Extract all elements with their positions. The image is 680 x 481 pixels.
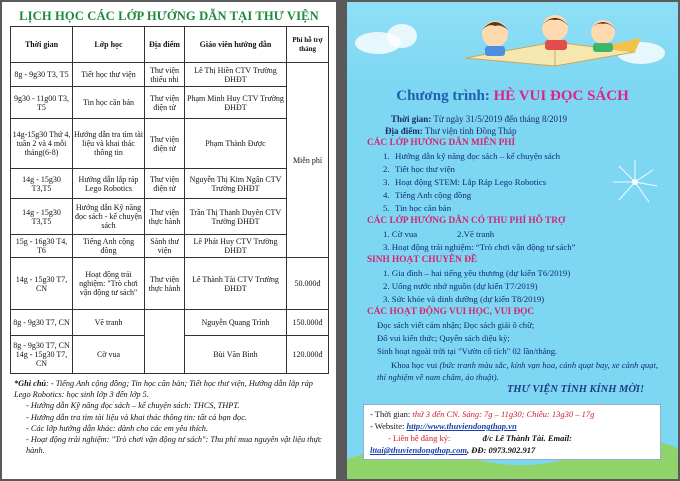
table-row bbox=[11, 258, 329, 310]
table-row bbox=[11, 310, 329, 336]
schedule-page bbox=[2, 2, 336, 479]
contact-register: - Liên hệ đăng ký: đ/c Lê Thành Tài. Email: bbox=[388, 433, 572, 443]
table-row bbox=[11, 87, 329, 119]
poster-page bbox=[347, 2, 678, 479]
science-desc: (bức tranh màu sắc, kính vạn hoa, cảnh quạt bay, xe cảnh quạt, thí nghiệm về nam châm, áo thuật). bbox=[377, 360, 659, 382]
cell-class: Hướng dẫn Kỹ năng đọc sách - kể chuyện sách bbox=[73, 199, 145, 235]
cell-teacher: Trần Thị Thanh Duyên CTV Trường ĐHĐT bbox=[185, 199, 287, 235]
list-item: 3. Sức khỏe và dinh dưỡng (dự kiến T8/2019) bbox=[383, 294, 545, 304]
table-row bbox=[11, 199, 329, 235]
children-flying-book-icon bbox=[445, 8, 645, 80]
website-link[interactable]: http://www.thuviendongthap.vn bbox=[406, 421, 517, 431]
cell-teacher: Phạm Minh Huy CTV Trường ĐHĐT bbox=[185, 87, 287, 119]
list-item: 5. Tin học căn bản bbox=[383, 203, 452, 213]
notes bbox=[10, 378, 328, 456]
notes-label: *Ghi chú bbox=[14, 379, 47, 388]
cell-place bbox=[145, 310, 185, 374]
cell-place: Thư viện điện tử bbox=[145, 87, 185, 119]
schedule-title: LỊCH HỌC CÁC LỚP HƯỚNG DẪN TẠI THƯ VIỆN bbox=[19, 9, 319, 23]
schedule-table bbox=[10, 26, 329, 374]
cell-teacher: Lê Thị Hiền CTV Trường ĐHĐT bbox=[185, 63, 287, 87]
activity-line: Đố vui kiến thức; Quyển sách diệu kỳ; bbox=[377, 333, 510, 343]
cell-teacher: Lê Phát Huy CTV Trường ĐHĐT bbox=[185, 235, 287, 258]
cell-class: Tiết học thư viện bbox=[73, 63, 145, 87]
place-label: Địa điểm: bbox=[385, 126, 423, 136]
list-item: 2.Vẽ tranh bbox=[457, 229, 495, 239]
table-row bbox=[11, 63, 329, 87]
cell-teacher: Phạm Thành Được bbox=[185, 119, 287, 169]
header-place: Địa điểm bbox=[145, 27, 185, 63]
cell-fee: 150.000đ bbox=[287, 310, 329, 336]
activity-line: Đọc sách viết cảm nhận; Đọc sách giải ô chữ; bbox=[377, 320, 535, 330]
list-item: 3. Hoạt động STEM: Lắp Ráp Lego Robotics bbox=[383, 177, 546, 187]
table-row bbox=[11, 235, 329, 258]
note-line: : - Tiếng Anh cộng đồng; Tin học căn bản; Tiết học thư viện, Hướng dẫn lắp ráp Lego Robotics: học sinh lớp 3 đến lớp 5. bbox=[14, 379, 313, 400]
science-label: Khoa học vui bbox=[391, 360, 438, 370]
time-value: Từ ngày 31/5/2019 đến tháng 8/2019 bbox=[433, 114, 567, 124]
header-teacher: Giáo viên hướng dẫn bbox=[185, 27, 287, 63]
contact-box bbox=[363, 404, 661, 460]
header-class: Lớp học bbox=[73, 27, 145, 63]
list-item: 1. Cờ vua bbox=[383, 229, 418, 239]
cell-class: Cờ vua bbox=[73, 336, 145, 374]
table-header-row bbox=[11, 27, 329, 63]
contact-hours: - Thời gian: thứ 3 đến CN. Sáng: 7g – 11g30; Chiều: 13g30 – 17g bbox=[370, 409, 595, 419]
program-label: Chương trình: bbox=[396, 88, 490, 104]
cell-time: 8g - 9g30 T7, CN 14g - 15g30 T7, CN bbox=[11, 336, 73, 374]
note-line: - Hoạt động trải nghiệm: "Trò chơi vận động tư sách": Thu phí mua nguyên vật liệu thực hành. bbox=[26, 435, 322, 456]
list-item: 3. Hoạt động trải nghiệm: “Trò chơi vận động tư sách” bbox=[383, 242, 576, 252]
cell-class: Hoạt động trải nghiệm: "Trò chơi vận động tư sách" bbox=[73, 258, 145, 310]
section-activities: CÁC HOẠT ĐỘNG VUI HỌC, VUI ĐỌC bbox=[367, 307, 535, 317]
activity-science bbox=[377, 359, 667, 383]
cell-fee-free: Miễn phí bbox=[287, 63, 329, 258]
section-topics: SINH HOẠT CHUYÊN ĐỀ bbox=[367, 255, 478, 265]
cell-time: 9g30 - 11g00 T3, T5 bbox=[11, 87, 73, 119]
note-line: - Hướng dẫn tra tìm tài liệu và khai thác thông tin: tất cả bạn đọc. bbox=[26, 412, 247, 422]
contact-email-phone: lttai@thuviendongthap.com, ĐĐ: 0973.902.917 bbox=[370, 445, 536, 455]
cell-place: Thư viện điện tử bbox=[145, 169, 185, 199]
header-time: Thời gian bbox=[11, 27, 73, 63]
contact-website: - Website: http://www.thuviendongthap.vn bbox=[370, 421, 517, 431]
section-paid-classes: CÁC LỚP HƯỚNG DẪN CÓ THU PHÍ HỖ TRỢ bbox=[367, 216, 566, 226]
program-heading bbox=[347, 88, 678, 105]
cell-time: 14g - 15g30 T7, CN bbox=[11, 258, 73, 310]
cell-teacher: Lê Thành Tài CTV Trường ĐHĐT bbox=[185, 258, 287, 310]
list-item: 1. Gia đình – hai tiếng yêu thương (dự kiến T6/2019) bbox=[383, 268, 571, 278]
place-value: Thư viện tỉnh Đồng Tháp bbox=[424, 126, 517, 136]
cell-fee: 50.000đ bbox=[287, 258, 329, 310]
cell-time: 8g - 9g30 T3, T5 bbox=[11, 63, 73, 87]
cell-time: 8g - 9g30 T7, CN bbox=[11, 310, 73, 336]
place-info bbox=[385, 126, 517, 136]
cell-place: Thư viện điện tử bbox=[145, 119, 185, 169]
cell-time: 14g - 15g30 T3,T5 bbox=[11, 169, 73, 199]
cell-class: Tin học căn bản bbox=[73, 87, 145, 119]
cell-teacher: Nguyễn Quang Trình bbox=[185, 310, 287, 336]
cell-fee: 120.000đ bbox=[287, 336, 329, 374]
list-item: 2. Uống nước nhớ nguồn (dự kiến T7/2019) bbox=[383, 281, 538, 291]
note-line: - Hướng dẫn Kỹ năng đọc sách – kể chuyện sách: THCS, THPT. bbox=[26, 401, 240, 411]
banner-illustration bbox=[347, 2, 678, 84]
cell-teacher: Nguyễn Thị Kim Ngân CTV Trường ĐHĐT bbox=[185, 169, 287, 199]
closing-invitation: THƯ VIỆN TỈNH KÍNH MỜI! bbox=[507, 384, 645, 395]
cell-time: 14g-15g30 Thứ 4, tuần 2 và 4 mỗi tháng(6-8) bbox=[11, 119, 73, 169]
list-item: 2. Tiết học thư viện bbox=[383, 164, 455, 174]
cell-place: Sảnh thư viện bbox=[145, 235, 185, 258]
note-line: - Các lớp hướng dẫn khác: dành cho các em yêu thích. bbox=[26, 423, 209, 433]
list-item: 1. Hướng dẫn kỹ năng đọc sách – kể chuyện sách bbox=[383, 151, 561, 161]
cell-place: Thư viện thực hành bbox=[145, 199, 185, 235]
cell-place: Thư viện thiếu nhi bbox=[145, 63, 185, 87]
cell-class: Hướng dẫn lắp ráp Lego Robotics bbox=[73, 169, 145, 199]
cell-time: 14g - 15g30 T3,T5 bbox=[11, 199, 73, 235]
section-free-classes: CÁC LỚP HƯỚNG DẪN MIỄN PHÍ bbox=[367, 138, 516, 148]
cell-class: Vẽ tranh bbox=[73, 310, 145, 336]
cell-place: Thư viện thực hành bbox=[145, 258, 185, 310]
time-label: Thời gian: bbox=[391, 114, 432, 124]
cell-class: Tiếng Anh cộng đồng bbox=[73, 235, 145, 258]
table-row bbox=[11, 169, 329, 199]
activity-line: Sinh hoạt ngoài trời tại "Vườn cổ tích" 02 lần/tháng. bbox=[377, 346, 558, 356]
cell-class: Hướng dẫn tra tìm tài liệu và khai thác thông tin bbox=[73, 119, 145, 169]
cell-time: 15g - 16g30 T4, T6 bbox=[11, 235, 73, 258]
cell-teacher: Bùi Văn Bình bbox=[185, 336, 287, 374]
email-link[interactable]: lttai@thuviendongthap.com bbox=[370, 445, 468, 455]
dandelion-icon bbox=[605, 152, 665, 222]
time-info bbox=[391, 114, 567, 124]
table-row bbox=[11, 119, 329, 169]
header-fee: Phí hỗ trợ tháng bbox=[287, 27, 329, 63]
list-item: 4. Tiếng Anh cộng đồng bbox=[383, 190, 472, 200]
program-name: HÈ VUI ĐỌC SÁCH bbox=[493, 88, 629, 104]
